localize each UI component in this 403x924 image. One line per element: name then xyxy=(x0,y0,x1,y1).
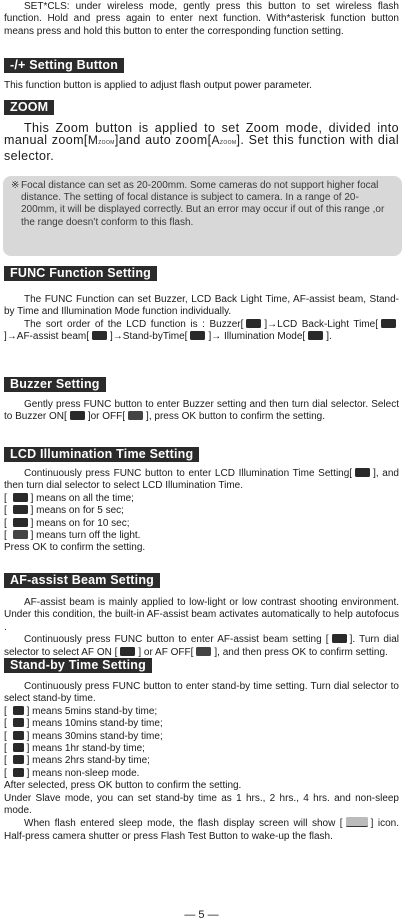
standby-intro: Continuously press FUNC button to enter stand-by time setting. Turn dial selector to select stand-by time. xyxy=(4,681,399,705)
auto-zoom-icon: AZOOM xyxy=(211,133,237,148)
standby-paragraph xyxy=(4,681,399,843)
buzzer-off-icon xyxy=(128,411,143,420)
standby-option-10min: [ ] means 10mins stand-by time; xyxy=(4,718,163,730)
zoom-paragraph xyxy=(4,122,399,162)
standby-icon xyxy=(190,331,205,340)
buzzer-icon xyxy=(246,319,261,328)
standby-2hrs-icon xyxy=(13,755,24,764)
zoom-text xyxy=(4,122,399,162)
reference-mark-icon: ※ xyxy=(11,180,20,191)
func-text-1: The FUNC Function can set Buzzer, LCD Back Light Time, AF-assist beam, Stand-by Time and Illumination Mode function individually. xyxy=(4,294,399,318)
lcd-light-icon xyxy=(381,319,396,328)
standby-1hr-icon xyxy=(13,743,24,752)
standby-nonsleep-icon xyxy=(13,768,24,777)
lcd-setting-icon xyxy=(355,468,370,477)
lcd-confirm: Press OK to confirm the setting. xyxy=(4,542,146,554)
lcd-5s-icon xyxy=(13,505,28,514)
sleep-display-icon xyxy=(346,817,368,827)
standby-5min-icon xyxy=(13,706,24,715)
note-text: Focal distance can set as 20-200mm. Some cameras do not support higher focal distance. The setting of focal distance is subject to camera. In a range of 20-200mm, it will be displayed correctly. But an error may occur if out of this range ,or the range doesn’t conform to this flash. xyxy=(21,180,385,228)
standby-option-2hrs: [ ] means 2hrs stand-by time; xyxy=(4,755,150,767)
standby-option-30min: [ ] means 30mins stand-by time; xyxy=(4,730,163,742)
standby-option-nonsleep: [ ] means non-sleep mode. xyxy=(4,767,140,779)
lcd-heading: LCD Illumination Time Setting xyxy=(4,447,199,462)
af-setting-icon xyxy=(332,634,347,643)
lcd-option-always: [ ] means on all the time; xyxy=(4,492,134,504)
buzzer-on-icon xyxy=(70,411,85,420)
manual-zoom-icon: MZOOM xyxy=(87,133,115,148)
lcd-option-off: [ ] means turn off the light. xyxy=(4,530,141,542)
zoom-text-b: ]and auto zoom[ xyxy=(114,133,212,148)
buzzer-heading: Buzzer Setting xyxy=(4,377,106,392)
standby-heading: Stand-by Time Setting xyxy=(4,658,152,673)
standby-sleep: When flash entered sleep mode, the flash display screen will show [ ] icon. Half-press camera shutter or press Flash Test Button to wake-up the flash. xyxy=(4,818,399,842)
af-text-2: Continuously press FUNC button to enter AF-assist beam setting [ ]. Turn dial selector to select AF ON [ ] or AF OFF[ ], and then press OK to confirm setting. xyxy=(4,634,399,658)
lcd-option-5s: [ ] means on for 5 sec; xyxy=(4,505,124,517)
setting-button-heading: -/+ Setting Button xyxy=(4,58,124,73)
zoom-text-c: ]. Set this function with dial selector. xyxy=(4,133,399,163)
set-cls-paragraph xyxy=(4,1,399,38)
af-paragraph xyxy=(4,597,399,659)
page-number: — 5 — xyxy=(184,909,219,921)
illumination-mode-icon xyxy=(308,331,323,340)
af-off-icon xyxy=(196,647,211,656)
func-paragraph xyxy=(4,294,399,344)
lcd-off-icon xyxy=(13,530,28,539)
standby-slave: Under Slave mode, you can set stand-by time as 1 hrs., 2 hrs., 4 hrs. and non-sleep mode. xyxy=(4,792,399,817)
func-heading: FUNC Function Setting xyxy=(4,266,157,281)
setting-button-text: This function button is applied to adjust flash output power parameter. xyxy=(4,80,312,91)
set-cls-text: SET*CLS: under wireless mode, gently press this button to set wireless flash function. Hold and press again to enter next function. With*asterisk function button means press and hold this button to enter the corresponding function setting. xyxy=(4,1,399,37)
standby-30min-icon xyxy=(13,731,24,740)
af-heading: AF-assist Beam Setting xyxy=(4,573,160,588)
setting-button-paragraph xyxy=(4,80,399,92)
af-beam-icon xyxy=(92,331,107,340)
func-text-2: The sort order of the LCD function is : Buzzer[ ]→LCD Back-Light Time[]→AF-assist beam[ ]→Stand-byTime[ ]→ Illumination Mode[ ]. xyxy=(4,319,399,344)
standby-after: After selected, press OK button to confirm the setting. xyxy=(4,780,242,792)
lcd-paragraph xyxy=(4,468,399,555)
buzzer-paragraph xyxy=(4,399,399,424)
lcd-text: Continuously press FUNC button to enter LCD Illumination Time Setting[ ], and then turn dial selector to select LCD Illumination Time. xyxy=(4,468,399,492)
zoom-text-a: This Zoom button is applied to set Zoom mode, divided into manual zoom[ xyxy=(4,121,399,148)
standby-option-5min: [ ] means 5mins stand-by time; xyxy=(4,705,158,717)
focal-distance-note xyxy=(3,176,402,256)
lcd-option-10s: [ ] means on for 10 sec; xyxy=(4,517,130,529)
lcd-10s-icon xyxy=(13,518,28,527)
af-text-1: AF-assist beam is mainly applied to low-light or low contrast shooting environment. Under this condition, the built-in AF-assist beam activates automatically to help autofocus . xyxy=(4,597,399,633)
standby-10min-icon xyxy=(13,718,24,727)
standby-option-1hr: [ ] means 1hr stand-by time; xyxy=(4,743,145,755)
zoom-heading: ZOOM xyxy=(4,100,54,115)
af-on-icon xyxy=(120,647,135,656)
lcd-always-icon xyxy=(13,493,28,502)
buzzer-text: Gently press FUNC button to enter Buzzer setting and then turn dial selector. Select to Buzzer ON[ ]or OFF[ ], press OK button to confirm the setting. xyxy=(4,399,399,423)
